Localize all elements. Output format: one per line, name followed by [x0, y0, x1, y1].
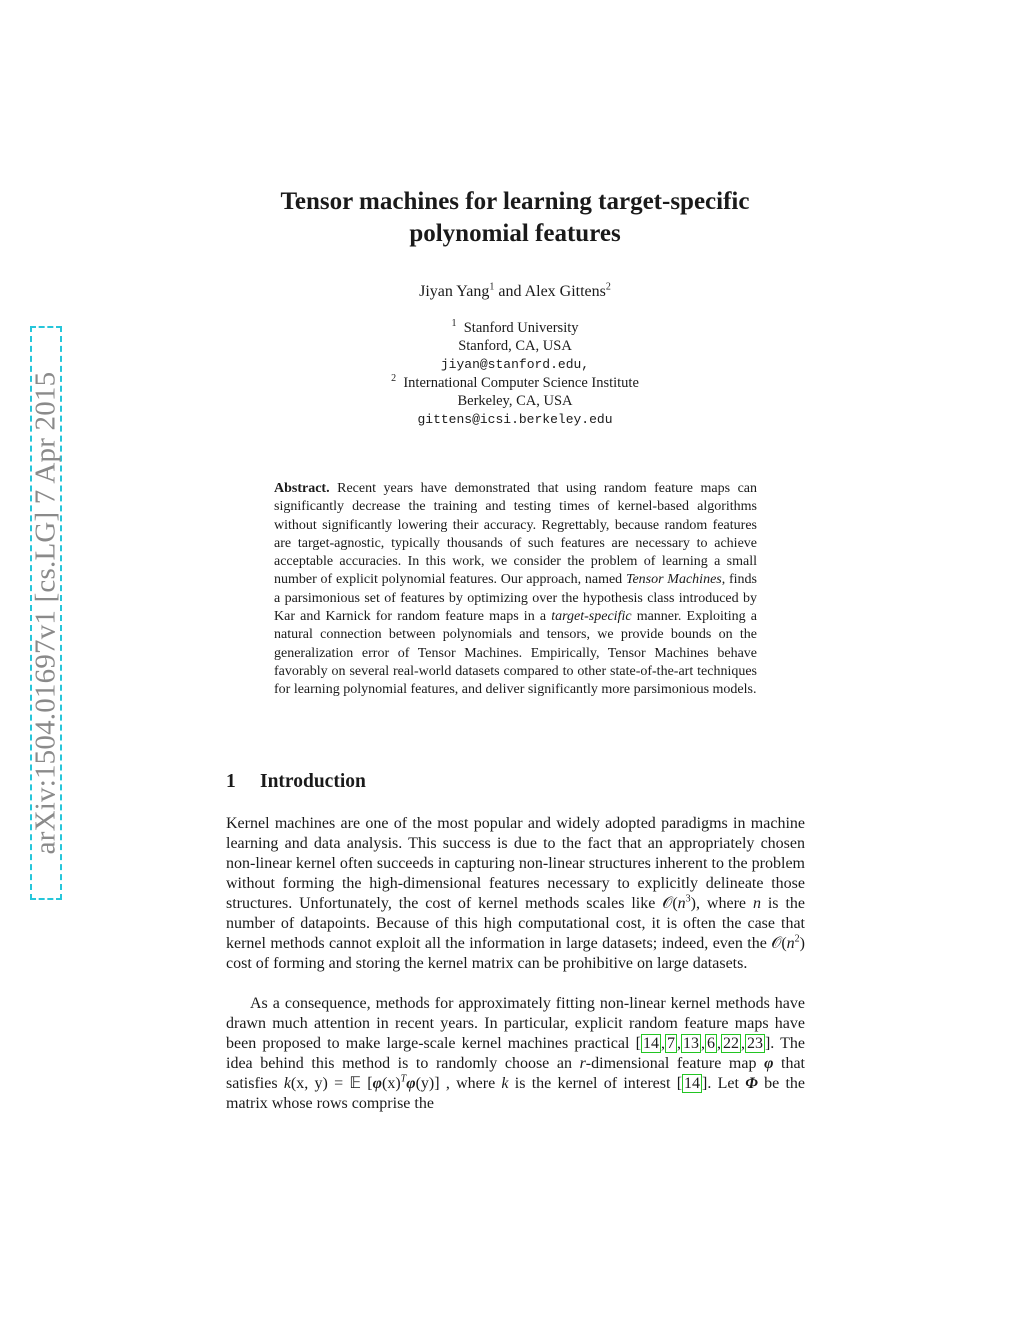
- p1-text-3: is the number of datapoints. Because of this high computational cost, it is often the case that kernel methods cannot exploit all the information in large datasets; indeed, even the 𝒪(: [226, 895, 805, 952]
- arxiv-stamp[interactable]: [30, 326, 62, 900]
- title-line-1: Tensor machines for learning target-specific: [280, 188, 750, 215]
- affiliation-2: [230, 374, 800, 429]
- abstract-em-2: target-specific: [551, 609, 632, 625]
- citation-link[interactable]: 13: [682, 1035, 699, 1052]
- p1-n-1: n: [677, 895, 686, 912]
- affil-2-institution: International Computer Science Institute: [403, 375, 639, 391]
- p1-text-2: ), where: [690, 895, 753, 912]
- p2-text-5: (x, y) = 𝔼 [: [290, 1075, 373, 1092]
- p2-k: k: [283, 1075, 291, 1092]
- p2-text-8: is the kernel of interest [: [508, 1075, 683, 1092]
- author-1-sup: 1: [489, 281, 495, 293]
- p2-Phi: Φ: [745, 1075, 758, 1092]
- p2-phi-2: φ: [372, 1075, 382, 1092]
- citation-link[interactable]: 23: [746, 1035, 763, 1052]
- abstract: [274, 480, 757, 700]
- p2-transpose: T: [400, 1073, 407, 1085]
- section-number: 1: [226, 771, 236, 792]
- abstract-em-1: Tensor Machines: [625, 572, 722, 588]
- affil-2-location: Berkeley, CA, USA: [457, 393, 573, 410]
- p2-text-3: -dimensional feature map: [585, 1055, 765, 1072]
- affil-1-sup: 1: [451, 318, 457, 330]
- arxiv-id: arXiv:1504.01697v1 [cs.LG] 7 Apr 2015: [29, 371, 62, 855]
- section-title: Introduction: [260, 771, 366, 792]
- p1-text-4: ) cost of forming and storing the kernel matrix can be prohibitive on large datasets.: [226, 935, 805, 972]
- p2-text-6: (x): [382, 1075, 401, 1092]
- section-heading: [226, 771, 366, 793]
- p1-text-1: Kernel machines are one of the most popular and widely adopted paradigms in machine learning and data analysis. This success is due to the fact that an appropriately chosen non-linear kernel often succeeds in capturing non-linear structures inherent to the problem without forming the high-dimensional features necessary to explicitly delineate those structures. Unfortunately, the cost of kernel methods scales like 𝒪(: [226, 815, 805, 912]
- p2-text-4: that satisfies: [226, 1055, 806, 1092]
- affil-2-email[interactable]: gittens@icsi.berkeley.edu: [417, 411, 613, 427]
- p2-k-2: k: [501, 1075, 509, 1092]
- p2-text-7: (y)] , where: [415, 1075, 502, 1092]
- p2-r: r: [579, 1055, 586, 1072]
- p2-text-1: As a consequence, methods for approximately fitting non-linear kernel methods have drawn much attention in recent years. In particular, explicit random feature maps have been proposed to make large-scale kernel machines practical [: [226, 995, 805, 1052]
- author-joiner: and: [494, 283, 525, 300]
- citation-link[interactable]: 14: [684, 1075, 701, 1092]
- affiliation-1: [230, 319, 800, 374]
- paragraph-1: [226, 814, 805, 974]
- authors: [230, 283, 800, 301]
- affil-1-email[interactable]: jiyan@stanford.edu,: [440, 356, 590, 372]
- title-line-2: polynomial features: [409, 220, 621, 247]
- paper-title: [230, 186, 800, 250]
- author-2-sup: 2: [605, 281, 611, 293]
- abstract-text-2: , finds a parsimonious set of features by optimizing over the hypothesis class introduced by Kar and Karnick for random feature maps in a: [274, 572, 757, 625]
- paragraph-2: As a consequence, methods for approximately fitting non-linear kernel methods have drawn much attention in recent years. In particular, explicit random feature maps have been proposed to make large-scale kernel machines practical [ 14 , 7 , 13 , 6 , 22 , 23 ]. The idea behind this method is to randomly choose an r-dimensional feature map φ that satisfies k(x, y) = 𝔼 $[\varphi(x)^T\varphi(y)]$ , where k is the kernel of interest [ 14 ]. Let Φ be the matrix whose rows comprise the: [226, 995, 806, 1112]
- abstract-text-1: Recent years have demonstrated that using random feature maps can significantly decrease the training and testing times of kernel-based algorithms without significantly lowering their accuracy. Regrettably, because random features are target-agnostic, typically thousands of such features are necessary to achieve acceptable accuracies. In this work, we consider the problem of learning a small number of explicit polynomial features. Our approach, named: [274, 481, 757, 588]
- affil-1-institution: Stanford University: [463, 320, 579, 336]
- affil-1-location: Stanford, CA, USA: [458, 338, 572, 355]
- citation-link[interactable]: 14: [642, 1035, 659, 1052]
- p2-text-10: be the matrix whose rows comprise the: [226, 1075, 805, 1112]
- citation-link[interactable]: 7: [666, 1035, 675, 1052]
- p2-phi-3: φ: [406, 1075, 416, 1092]
- p2-phi: φ: [764, 1055, 774, 1072]
- p2-text-2: ]. The idea behind this method is to randomly choose an: [226, 1035, 805, 1072]
- author-1: Jiyan Yang: [419, 283, 490, 300]
- citation-link[interactable]: 6: [706, 1035, 715, 1052]
- abstract-label: Abstract.: [274, 481, 330, 496]
- affil-2-sup: 2: [391, 373, 397, 385]
- abstract-text-3: manner. Exploiting a natural connection between polynomials and tensors, we provide bounds on the generalization error of Tensor Machines. Empirically, Tensor Machines behave favorably on several real-world datasets compared to other state-of-the-art techniques for learning polynomial features, and deliver significantly more parsimonious models.: [274, 609, 758, 698]
- p1-exp-2: 2: [794, 933, 800, 945]
- author-2: Alex Gittens: [524, 283, 606, 300]
- p2-text-9: ]. Let: [702, 1075, 746, 1092]
- citation-link[interactable]: 22: [722, 1035, 739, 1052]
- p1-n-2: n: [752, 895, 761, 912]
- p1-n-3: n: [786, 935, 795, 952]
- p1-exp-1: 3: [685, 893, 691, 905]
